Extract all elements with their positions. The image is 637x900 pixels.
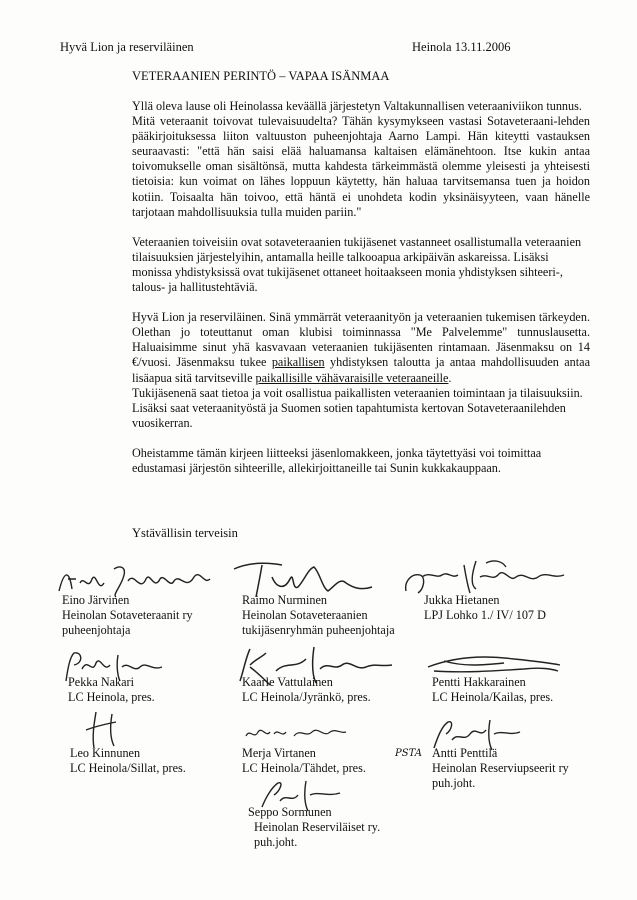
signatory-org: Heinolan Sotaveteraanit ry xyxy=(62,608,193,622)
signatory-org: Heinolan Reserviläiset ry. xyxy=(254,820,381,834)
signatory-name: Raimo Nurminen xyxy=(242,593,327,607)
header-sender: Hyvä Lion ja reserviläinen xyxy=(60,40,194,54)
signatory-name: Pekka Nakari xyxy=(68,675,134,689)
paragraph-4-part-b: yhdistyksen taloutta ja antaa mahdollisuuden antaa lisäapua sitä tarvitseville xyxy=(132,355,590,385)
signatory-name: Jukka Hietanen xyxy=(424,593,500,607)
signatory-name: Eino Järvinen xyxy=(62,593,130,607)
paragraph-6: Oheistamme tämän kirjeen liitteeksi jäsenlomakkeen, jonka täytettyäsi voi toimittaa edustamasi järjestön sihteerille, allekirjoittaneille tai Sunin kukkakauppaan. xyxy=(132,445,542,475)
signatory-name: Antti Penttilä xyxy=(432,746,498,760)
signatory-org: LC Heinola/Kailas, pres. xyxy=(432,690,554,704)
signatory-role: puheenjohtaja xyxy=(62,623,131,637)
closing-greeting: Ystävällisin terveisin xyxy=(132,526,238,540)
paragraph-4-part-a: Hyvä Lion ja reserviläinen. Sinä ymmärrät veteraanityön ja veteraanien tukemisen tärkeyden. Olethan jo toteuttanut oman klubisi toiminnassa "Me Palvelemme" tunnuslausetta. Haluaisimme sinut yhä kasvavaan veteraanien tukijäsenten rintamaan. Jäsenmaksu on 14 €/vuosi. Jäsenmaksu tukee xyxy=(132,310,590,370)
signature-block-hietanen xyxy=(424,593,546,623)
signatory-org: LC Heinola/Jyränkö, pres. xyxy=(242,690,371,704)
paragraph-5: Tukijäsenenä saat tietoa ja voit osallistua paikallisten veteraanien toimintaan ja tilaisuuksiin. Lisäksi saat veteraanityöstä ja Suomen sotien tapahtumista kertovan Sotaveteraanilehden vuosikerran. xyxy=(132,385,583,430)
signature-block-nakari xyxy=(68,675,155,705)
handwritten-prefix: PSTA xyxy=(395,748,422,759)
signatory-role: tukijäsenryhmän puheenjohtaja xyxy=(242,623,395,637)
signature-block-vattulainen xyxy=(242,675,371,705)
signature-block-jarvinen xyxy=(62,593,193,638)
signature-block-sormunen xyxy=(248,805,381,850)
paragraph-1: Yllä oleva lause oli Heinolassa keväällä järjestetyn Valtakunnallisen veteraaniviikon tunnus. xyxy=(132,99,582,113)
signatory-org: Heinolan Reserviupseerit ry xyxy=(432,761,569,775)
signatory-org: LC Heinola/Tähdet, pres. xyxy=(242,761,366,775)
signatory-role: puh.joht. xyxy=(254,835,298,849)
paragraph-2: Mitä veteraanit toivovat tulevaisuudelta? Tähän kysymykseen vastasi Sotaveteraani-lehden pääkirjoituksessa liiton valtuuston puheenjohtaja Aarno Lampi. Hän kiteytti vastauksen seuraavasti: "että hän saisi elää haluamansa kaltaisen elämänehtoon. Itse kukin antaa toivomukselle oman sisältönsä, mutta kahdesta tärkeimmästä olemme yleisesti ja yhteisesti tietoisia: kun voimat on lähes loppuun käytetty, hän haluaa tarvitsemansa tuen ja hoidon kotiin. Toisaalta hän toivoo, että häntä ei unohdeta kodin yksinäisyyteen, vaan hänelle tarjotaan mahdollisuuksia tulla muiden pariin." xyxy=(132,114,590,219)
signatory-name: Merja Virtanen xyxy=(242,746,316,760)
signatory-name: Seppo Sormunen xyxy=(248,805,332,819)
header-place-date: Heinola 13.11.2006 xyxy=(412,40,511,54)
signatory-org: LPJ Lohko 1./ IV/ 107 D xyxy=(424,608,546,622)
letter-body xyxy=(132,99,590,476)
signatory-org: Heinolan Sotaveteraanien xyxy=(242,608,368,622)
signatory-org: LC Heinola/Sillat, pres. xyxy=(70,761,186,775)
paragraph-3: Veteraanien toiveisiin ovat sotaveteraanien tukijäsenet vastanneet osallistumalla veteraanien tilaisuuksien järjestelyihin, antamalla heille talkooapua arkipäivän askareissa. Lisäksi monissa yhdistyksissä ovat tukijäsenet ottaneet hoitaakseen monia yhdistyksen sihteeri-, talous- ja hallitustehtäviä. xyxy=(132,234,582,295)
signature-block-penttila xyxy=(432,746,569,791)
signature-block-virtanen xyxy=(242,746,366,776)
signature-block-hakkarainen xyxy=(432,675,553,705)
signatory-org: LC Heinola, pres. xyxy=(68,690,155,704)
paragraph-4 xyxy=(132,310,590,385)
underlined-paikallisen: paikallisen xyxy=(271,355,325,370)
signature-block-nurminen xyxy=(242,593,395,638)
signatory-name: Leo Kinnunen xyxy=(70,746,141,760)
letter-title: VETERAANIEN PERINTÖ – VAPAA ISÄNMAA xyxy=(132,69,390,83)
signatory-name: Kaarle Vattulainen xyxy=(242,675,333,689)
underlined-veterans: paikallisille vähävaraisille veteraaneille xyxy=(255,370,449,385)
paragraph-4-part-c: . xyxy=(448,370,452,385)
signature-block-kinnunen xyxy=(70,746,186,776)
signatory-name: Pentti Hakkarainen xyxy=(432,675,526,689)
signatory-role: puh.joht. xyxy=(432,776,476,790)
